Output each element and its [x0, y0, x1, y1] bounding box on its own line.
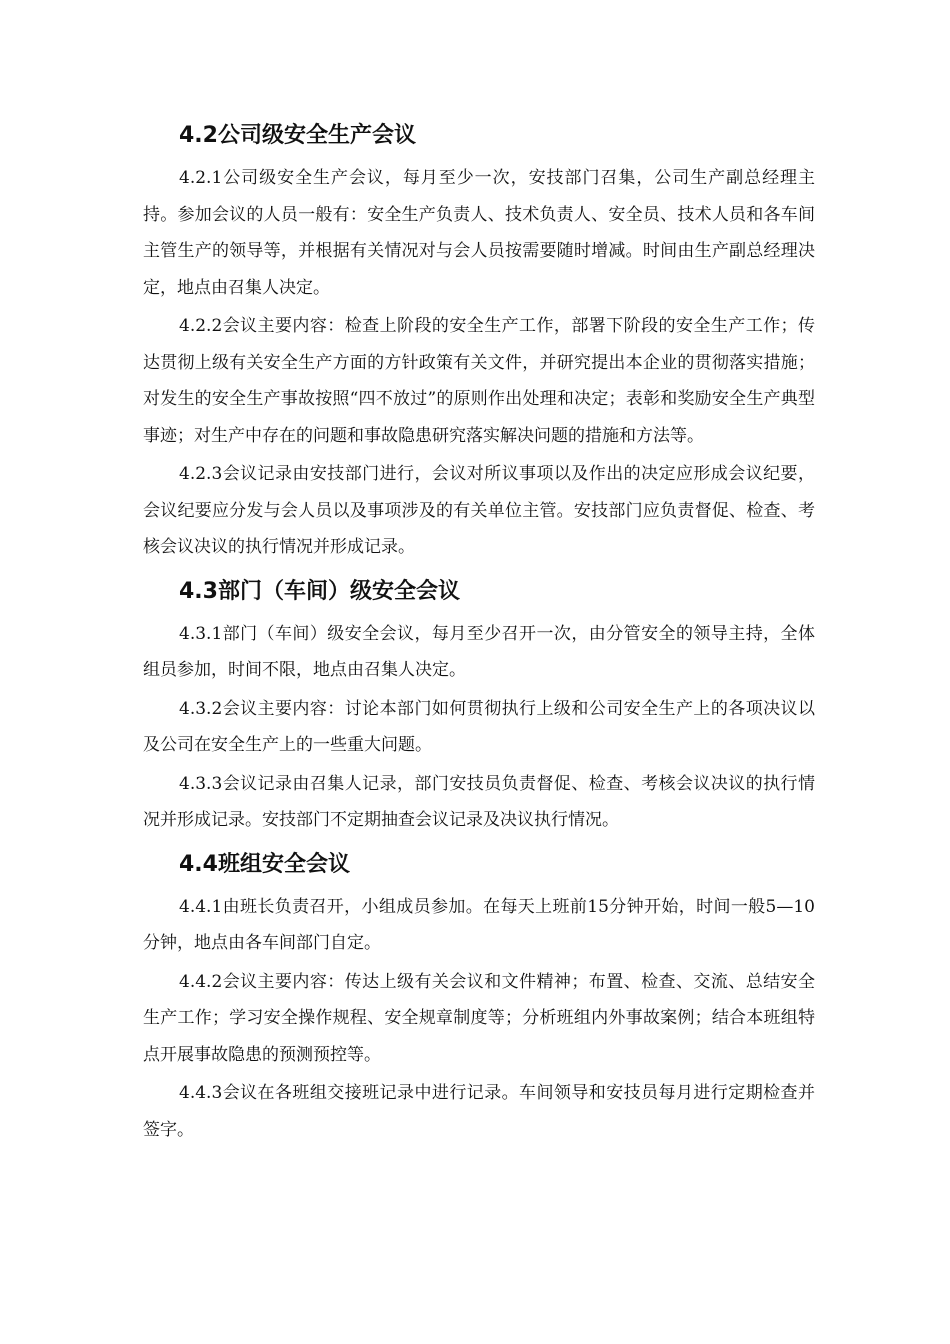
section-heading: 4.3部门（车间）级安全会议 — [179, 578, 460, 604]
section-4-2 — [143, 112, 815, 566]
paragraph-4-2-3: 4.2.3会议记录由安技部门进行，会议对所议事项以及作出的决定应形成会议纪要，会议纪要应分发与会人员以及事项涉及的有关单位主管。安技部门应负责督促、检查、考核会议决议的执行情况并形成记录。 — [143, 464, 815, 557]
document-body — [143, 112, 815, 1150]
paragraph-4-3-2: 4.3.2会议主要内容：讨论本部门如何贯彻执行上级和公司安全生产上的各项决议以及公司在安全生产上的一些重大问题。 — [143, 698, 815, 755]
section-heading: 4.4班组安全会议 — [179, 851, 350, 877]
paragraph-4-4-1: 4.4.1由班长负责召开，小组成员参加。在每天上班前15分钟开始，时间一般5—10分钟，地点由各车间部门自定。 — [143, 896, 815, 953]
paragraph-4-3-3: 4.3.3会议记录由召集人记录，部门安技员负责督促、检查、考核会议决议的执行情况并形成记录。安技部门不定期抽查会议记录及决议执行情况。 — [143, 773, 815, 830]
paragraph-4-4-2: 4.4.2会议主要内容：传达上级有关会议和文件精神；布置、检查、交流、总结安全生产工作；学习安全操作规程、安全规章制度等；分析班组内外事故案例；结合本班组特点开展事故隐患的预测预控等。 — [143, 971, 815, 1065]
paragraph-4-4-3: 4.4.3会议在各班组交接班记录中进行记录。车间领导和安技员每月进行定期检查并签字。 — [143, 1083, 815, 1140]
paragraph-4-3-1: 4.3.1部门（车间）级安全会议，每月至少召开一次，由分管安全的领导主持，全体组员参加，时间不限，地点由召集人决定。 — [143, 623, 815, 680]
paragraph-4-2-2: 4.2.2会议主要内容：检查上阶段的安全生产工作，部署下阶段的安全生产工作；传达贯彻上级有关安全生产方面的方针政策有关文件，并研究提出本企业的贯彻落实措施；对发生的安全生产事故按照“四不放过”的原则作出处理和决定；表彰和奖励安全生产典型事迹；对生产中存在的问题和事故隐患研究落实解决问题的措施和方法等。 — [143, 316, 815, 446]
section-4-4 — [143, 841, 815, 1149]
section-heading: 4.2公司级安全生产会议 — [179, 123, 416, 148]
paragraph-4-2-1: 4.2.1公司级安全生产会议，每月至少一次，安技部门召集，公司生产副总经理主持。参加会议的人员一般有：安全生产负责人、技术负责人、安全员、技术人员和各车间主管生产的领导等，并根据有关情况对与会人员按需要随时增减。时间由生产副总经理决定，地点由召集人决定。 — [143, 168, 815, 298]
section-4-3 — [143, 568, 815, 839]
